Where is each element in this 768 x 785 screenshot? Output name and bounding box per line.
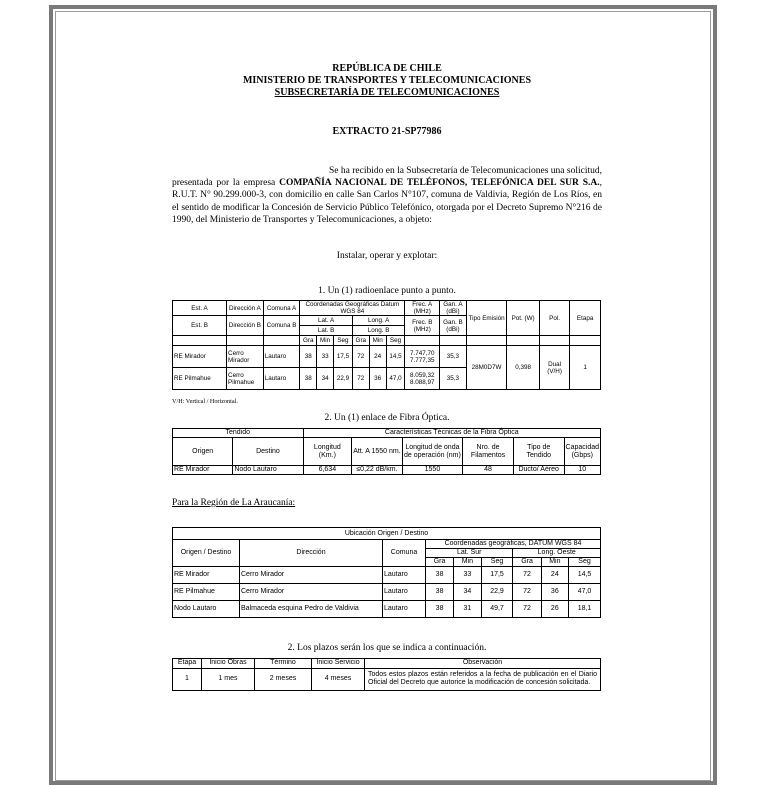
- th-gan-b: Gan. B (dBi): [440, 316, 467, 336]
- cell-frec: 8.059,32 8.088,97: [405, 368, 440, 390]
- cell-com: Lautaro: [383, 567, 426, 584]
- company-name: COMPAÑÍA NACIONAL DE TELÉFONOS, TELEFÓNICA DEL SUR S.A.: [279, 178, 600, 189]
- th-com-a: Comuna A: [263, 301, 300, 316]
- th-gra: Gra: [300, 336, 317, 346]
- th-gra: Gra: [352, 336, 369, 346]
- polarization-note: V/H: Vertical / Horizontal.: [172, 398, 238, 405]
- cell-filamentos: 48: [463, 466, 514, 475]
- th-blank: [570, 336, 601, 346]
- th-long-a: Long. A: [352, 316, 405, 326]
- cell-gan: 35,3: [440, 346, 467, 368]
- cell-m2: 24: [541, 567, 568, 584]
- cell-s2: 18,1: [569, 601, 601, 618]
- cell-gan: 35,3: [440, 368, 467, 390]
- cell-inicio: 1 mes: [202, 668, 255, 690]
- cell-s1: 17,5: [481, 567, 513, 584]
- cell-g1: 38: [300, 346, 317, 368]
- table-row: [173, 601, 601, 618]
- th-direccion: Dirección: [240, 540, 383, 567]
- cell-longitud: 6,634: [303, 466, 352, 475]
- header-ministerio: MINISTERIO DE TRANSPORTES Y TELECOMUNICACIONES: [242, 75, 532, 86]
- table-row: [173, 584, 601, 601]
- th-est-a: Est. A: [173, 301, 227, 316]
- cell-m1: 34: [317, 368, 334, 390]
- cell-g2: 72: [513, 584, 541, 601]
- cell-att: ≤0,22 dB/km.: [352, 466, 403, 475]
- header-republica: REPÚBLICA DE CHILE: [332, 63, 442, 74]
- cell-s2: 14,5: [386, 346, 405, 368]
- th-min: Min: [454, 558, 481, 567]
- header-subsecretaria-text: SUBSECRETARÍA DE TELECOMUNICACIONES: [274, 87, 500, 98]
- th-frec-a: Frec. A (MHz): [405, 301, 440, 316]
- cell-s2: 47,0: [386, 368, 405, 390]
- th-long: Long. Oeste: [513, 549, 601, 558]
- th-origen-destino: Origen / Destino: [173, 540, 240, 567]
- body-rest: , R.U.T. N° 90.299.000-3, con domicilio en calle San Carlos N°107, comuna de Valdivia, Región de Los Ríos, en el sentido de modificar la Concesión de Servicio Público Telefónico, otorgada por el Decreto Supremo N°216 de 1990, del Ministerio de Transportes y Telecomunicaciones, a objeto:: [172, 178, 602, 225]
- cell-est: RE Mirador: [173, 346, 227, 368]
- th-ubicacion: Ubicación Origen / Destino: [173, 528, 601, 540]
- cell-tipo: 28M0D7W: [466, 346, 507, 390]
- cell-m2: 26: [541, 601, 568, 618]
- th-blank: [173, 336, 227, 346]
- th-est-b: Est. B: [173, 316, 227, 336]
- th-blank: [405, 336, 440, 346]
- th-tipo: Tipo Emisión: [466, 301, 507, 336]
- th-termino: Término: [255, 659, 312, 669]
- cell-m2: 36: [541, 584, 568, 601]
- th-lat-b: Lat. B: [300, 326, 353, 336]
- th-dir-b: Dirección B: [227, 316, 264, 336]
- body-paragraph: [172, 165, 602, 226]
- cell-dir: Cerro Pilmahue: [227, 368, 264, 390]
- th-blank: [263, 336, 300, 346]
- cell-dir: Cerro Mirador: [240, 584, 383, 601]
- cell-destino: Nodo Lautaro: [233, 466, 303, 475]
- extracto-title: EXTRACTO 21-SP77986: [332, 126, 442, 137]
- th-coords: Coordenadas geográficas, DATUM WGS 84: [426, 540, 601, 549]
- cell-g1: 38: [426, 567, 454, 584]
- th-pol: Pol.: [539, 301, 569, 336]
- cell-m1: 33: [317, 346, 334, 368]
- cell-s1: 22,9: [481, 584, 513, 601]
- th-servicio: Inicio Servicio: [312, 659, 365, 669]
- th-frec-b: Frec. B (MHz): [405, 316, 440, 336]
- th-longitud: Longitud (Km.): [303, 438, 352, 466]
- ubicacion-table: [172, 527, 601, 618]
- plazos-table: [172, 658, 601, 691]
- th-seg: Seg: [334, 336, 353, 346]
- th-seg: Seg: [386, 336, 405, 346]
- cell-onda: 1550: [402, 466, 462, 475]
- cell-g2: 72: [352, 368, 369, 390]
- cell-g2: 72: [352, 346, 369, 368]
- table-row: [173, 466, 601, 475]
- th-etapa: Etapa: [173, 659, 202, 669]
- th-dir-a: Dirección A: [227, 301, 264, 316]
- cell-s2: 47,0: [569, 584, 601, 601]
- th-etapa: Etapa: [570, 301, 601, 336]
- region-heading: Para la Región de La Araucanía:: [172, 498, 296, 508]
- cell-g1: 38: [300, 368, 317, 390]
- th-min: Min: [317, 336, 334, 346]
- th-destino: Destino: [233, 438, 303, 466]
- th-lat: Lat. Sur: [426, 549, 513, 558]
- th-blank: [507, 336, 539, 346]
- fibra-table: [172, 428, 601, 475]
- th-tendido: Tendido: [173, 429, 304, 438]
- th-onda: Longitud de onda de operación (nm): [402, 438, 462, 466]
- cell-est: RE Pilmahue: [173, 368, 227, 390]
- cell-frec: 7.747,70 7.777,35: [405, 346, 440, 368]
- instalar-line: Instalar, operar y explotar:: [336, 251, 438, 261]
- th-coords: Coordenadas Geográficas Datum WGS 84: [300, 301, 405, 316]
- cell-com: Lautaro: [383, 601, 426, 618]
- cell-pot: 0,398: [507, 346, 539, 390]
- th-min: Min: [369, 336, 386, 346]
- th-gra: Gra: [426, 558, 454, 567]
- th-blank: [440, 336, 467, 346]
- header-subsecretaria: [172, 87, 602, 99]
- cell-etapa: 1: [570, 346, 601, 390]
- cell-s1: 17,5: [334, 346, 353, 368]
- cell-com: Lautaro: [383, 584, 426, 601]
- cell-dir: Cerro Mirador: [240, 567, 383, 584]
- cell-od: RE Pilmahue: [173, 584, 240, 601]
- cell-m2: 36: [369, 368, 386, 390]
- th-lat-a: Lat. A: [300, 316, 353, 326]
- th-long-b: Long. B: [352, 326, 405, 336]
- cell-s1: 22,9: [334, 368, 353, 390]
- cell-pol: Dual (V/H): [539, 346, 569, 390]
- th-blank: [466, 336, 507, 346]
- cell-m1: 31: [454, 601, 481, 618]
- cell-capacidad: 10: [564, 466, 600, 475]
- table-row: [173, 567, 601, 584]
- cell-tipo: Ducto/ Aéreo: [513, 466, 564, 475]
- cell-com: Lautaro: [263, 346, 300, 368]
- radioenlace-table: [172, 300, 601, 390]
- cell-s2: 14,5: [569, 567, 601, 584]
- section2-title: 2. Un (1) enlace de Fibra Óptica.: [324, 413, 450, 423]
- th-caract: Características Técnicas de la Fibra Óptica: [303, 429, 600, 438]
- th-blank: [227, 336, 264, 346]
- cell-m1: 33: [454, 567, 481, 584]
- th-blank: [539, 336, 569, 346]
- cell-g1: 38: [426, 601, 454, 618]
- th-obs: Observación: [365, 659, 601, 669]
- th-comuna: Comuna: [383, 540, 426, 567]
- cell-s1: 49,7: [481, 601, 513, 618]
- cell-dir: Balmaceda esquina Pedro de Valdivia: [240, 601, 383, 618]
- th-gan-a: Gan. A (dBi): [440, 301, 467, 316]
- th-seg: Seg: [569, 558, 601, 567]
- cell-etapa: 1: [173, 668, 202, 690]
- th-origen: Origen: [173, 438, 233, 466]
- th-seg: Seg: [481, 558, 513, 567]
- cell-g1: 38: [426, 584, 454, 601]
- cell-termino: 2 meses: [255, 668, 312, 690]
- cell-m1: 34: [454, 584, 481, 601]
- table-row: [173, 346, 601, 368]
- th-min: Min: [541, 558, 568, 567]
- table-row: [173, 668, 601, 690]
- cell-g2: 72: [513, 567, 541, 584]
- th-filamentos: Nro. de Filamentos: [463, 438, 514, 466]
- cell-g2: 72: [513, 601, 541, 618]
- cell-od: Nodo Lautaro: [173, 601, 240, 618]
- cell-m2: 24: [369, 346, 386, 368]
- cell-origen: RE Mirador: [173, 466, 233, 475]
- th-com-b: Comuna B: [263, 316, 300, 336]
- th-att: Att. A 1550 nm.: [352, 438, 403, 466]
- section4-title: 2. Los plazos serán los que se indica a continuación.: [287, 643, 487, 653]
- cell-com: Lautaro: [263, 368, 300, 390]
- th-capacidad: Capacidad (Gbps): [564, 438, 600, 466]
- section1-title: 1. Un (1) radioenlace punto a punto.: [318, 286, 456, 296]
- th-tipo-tendido: Tipo de Tendido: [513, 438, 564, 466]
- th-pot: Pot. (W): [507, 301, 539, 336]
- th-gra: Gra: [513, 558, 541, 567]
- th-inicio: Inicio Obras: [202, 659, 255, 669]
- cell-servicio: 4 meses: [312, 668, 365, 690]
- cell-od: RE Mirador: [173, 567, 240, 584]
- cell-dir: Cerro Mirador: [227, 346, 264, 368]
- body-intro: Se ha recibido en la Subsecretaría de Telecomunicaciones una solicitud, presentada por la empresa: [172, 166, 602, 189]
- cell-obs: Todos estos plazos están referidos a la fecha de publicación en el Diario Oficial del Decreto que autorice la modificación de concesión solicitada.: [365, 668, 601, 690]
